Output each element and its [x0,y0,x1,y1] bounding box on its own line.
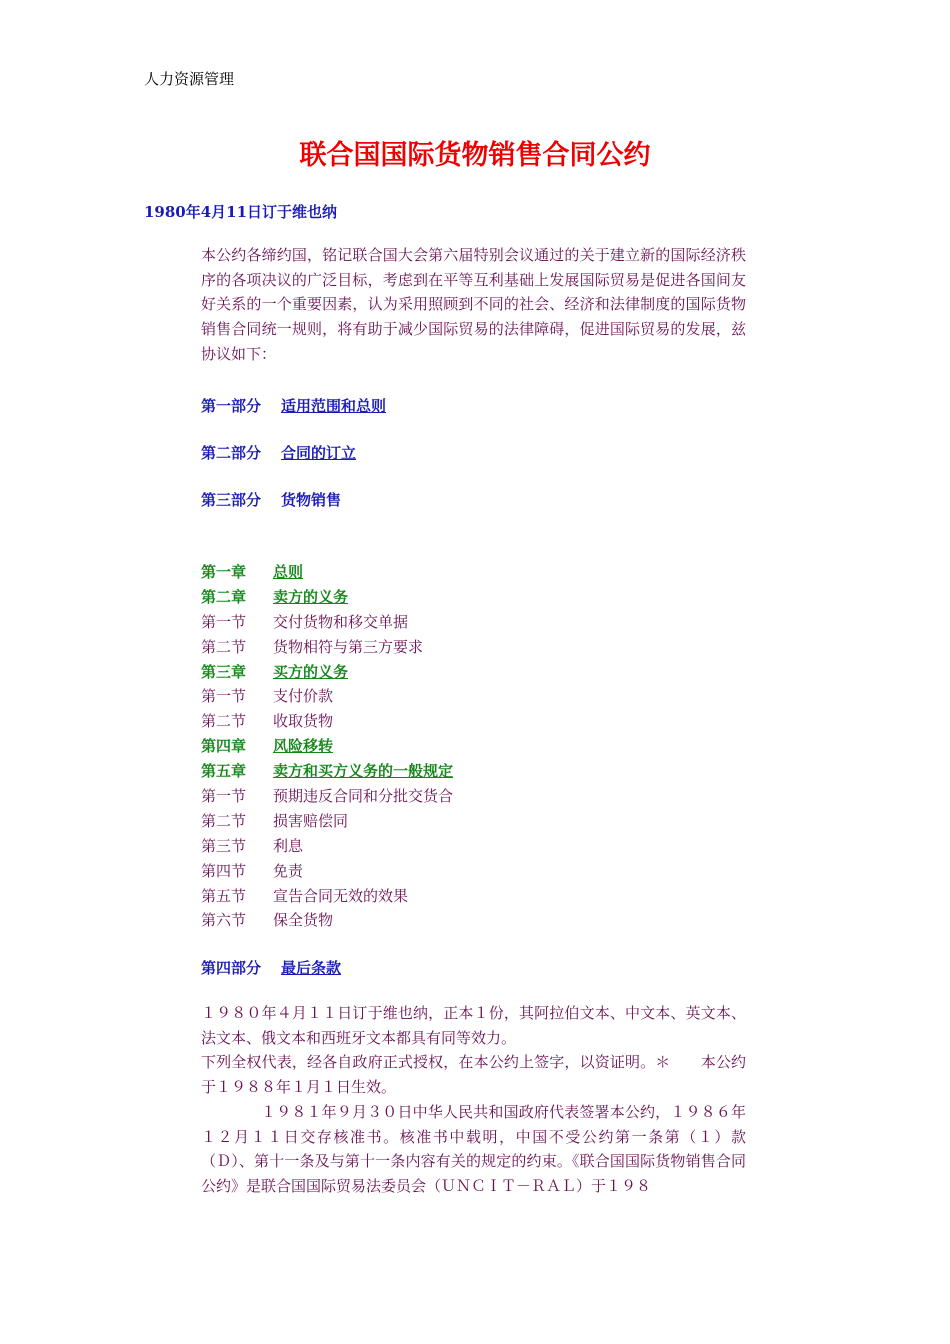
toc-chapter: 第三章 买方的义务 [201,662,349,681]
preamble-paragraph: 本公约各缔约国，铭记联合国大会第六届特别会议通过的关于建立新的国际经济秩序的各项决议的广泛目标，考虑到在平等互利基础上发展国际贸易是促进各国间友好关系的一个重要因素，认为采用照顾到不同的社会、经济和法律制度的国际货物销售合同统一规则，将有助于减少国际贸易的法律障碍，促进国际贸易的发展，兹协议如下： [201,246,746,363]
part-3-title: 货物销售 [281,491,342,509]
part-number: 第一部分 [201,397,262,415]
table-of-contents [201,560,453,933]
part-4 [201,957,341,978]
part-number: 第二部分 [201,444,262,462]
toc-section: 第四节 免责 [201,861,304,880]
toc-section: 第二节 货物相符与第三方要求 [201,637,424,656]
toc-section: 第一节 支付价款 [201,687,334,706]
closing-paragraph: 下列全权代表，经各自政府正式授权，在本公约上签字，以资证明。＊ 本公约于１９８８年１月１日生效。 [201,1053,746,1097]
part-1-link[interactable]: 适用范围和总则 [281,397,387,415]
closing-text [201,1001,746,1199]
part-number: 第四部分 [201,959,262,977]
part-4-link[interactable]: 最后条款 [281,959,342,977]
page-header: 人力资源管理 [144,70,235,88]
chapter-link[interactable]: 卖方和买方义务的一般规定 [273,762,454,781]
toc-section: 第二节 损害赔偿同 [201,811,349,830]
part-1 [201,395,386,416]
toc-chapter: 第五章 卖方和买方义务的一般规定 [201,762,454,781]
dateline: 1980年4月11日订于维也纳 [144,203,338,221]
toc-section: 第一节 交付货物和移交单据 [201,612,409,631]
toc-chapter: 第二章 卖方的义务 [201,587,349,606]
closing-paragraph: １９８１年９月３０日中华人民共和国政府代表签署本公约，１９８６年１２月１１日交存核准书。核准书中载明，中国不受公约第一条第（１）款（Ｄ）、第十一条及与第十一条内容有关的规定的约束。《联合国国际货物销售合同公约》是联合国国际贸易法委员会（ＵＮＣＩＴ－ＲＡＬ）于１９８ [201,1102,746,1195]
toc-chapter: 第四章 风险移转 [201,737,334,756]
toc-section: 第三节 利息 [201,836,304,855]
part-3 [201,489,341,510]
document-title: 联合国国际货物销售合同公约 [299,140,651,171]
chapter-link[interactable]: 风险移转 [273,737,334,756]
part-2 [201,442,356,463]
closing-paragraph: １９８０年４月１１日订于维也纳，正本１份，其阿拉伯文本、中文本、英文本、法文本、俄文本和西班牙文本都具有同等效力。 [201,1004,746,1047]
part-2-link[interactable]: 合同的订立 [281,444,357,462]
toc-section: 第二节 收取货物 [201,712,334,731]
toc-section: 第五节 宣告合同无效的效果 [201,886,409,905]
part-number: 第三部分 [201,491,262,509]
chapter-link[interactable]: 卖方的义务 [273,587,349,606]
toc-section: 第六节 保全货物 [201,911,334,930]
chapter-link[interactable]: 买方的义务 [273,662,349,681]
chapter-link[interactable]: 总则 [273,563,304,581]
toc-chapter: 第一章 总则 [201,563,304,581]
toc-section: 第一节 预期违反合同和分批交货合 [201,787,454,806]
